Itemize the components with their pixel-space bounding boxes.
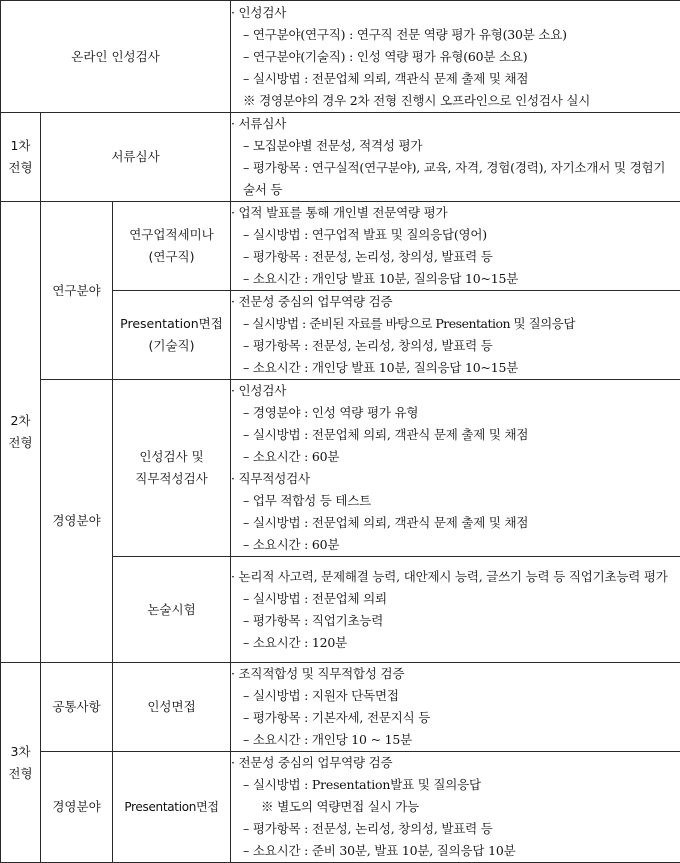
online-test-desc [231,1,680,113]
desc-line: · 서류심사 [231,113,680,135]
desc-line: – 평가항목 : 전문성, 논리성, 창의성, 발표력 등 [231,818,680,840]
common-label: 공통사항 [41,663,113,752]
desc-line: – 경영분야 : 인성 역량 평가 유형 [231,402,680,424]
desc-line: – 실시방법 : 연구업적 발표 및 질의응답(영어) [231,224,680,246]
desc-line: – 평가항목 : 전문성, 논리성, 창의성, 발표력 등 [231,246,680,268]
desc-line: ※ 별도의 역량면접 실시 가능 [231,796,680,818]
document-screening-desc [231,113,680,202]
desc-line: – 실시방법 : 지원자 단독면접 [231,685,680,707]
desc-line: – 실시방법 : 준비된 자료를 바탕으로 Presentation 및 질의응답 [231,313,680,335]
desc-line: – 모집분야별 전문성, 적격성 평가 [231,135,680,157]
desc-line: · 논리적 사고력, 문제해결 능력, 대안제시 능력, 글쓰기 능력 등 직업기초능력 평가 [231,566,680,588]
desc-line: ※ 경영분야의 경우 2차 전형 진행시 오프라인으로 인성검사 실시 [231,90,680,112]
research-presentation-desc [231,291,680,380]
research-field-label: 연구분야 [41,202,113,380]
row-stage3-presentation [1,752,680,863]
essay-exam-desc [231,557,680,663]
desc-line: · 조직적합성 및 직무적합성 검증 [231,663,680,685]
aptitude-test-label: 인성검사 및 직무적성검사 [113,380,231,557]
desc-line: – 연구분야(기술직) : 인성 역량 평가 유형(60분 소요) [231,46,680,68]
desc-line: – 업무 적합성 등 테스트 [231,490,680,512]
desc-line: – 실시방법 : Presentation발표 및 질의응답 [231,774,680,796]
desc-line: – 평가항목 : 전문성, 논리성, 창의성, 발표력 등 [231,335,680,357]
desc-line: – 소요시간 : 개인당 발표 10분, 질의응답 10~15분 [231,357,680,379]
presentation-interview-label: Presentation면접 [113,752,231,863]
desc-line: – 평가항목 : 직업기초능력 [231,610,680,632]
desc-line: · 인성검사 [231,2,680,24]
desc-line: – 평가항목 : 기본자세, 전문지식 등 [231,707,680,729]
desc-line: – 실시방법 : 전문업체 의뢰 [231,588,680,610]
stage1-label: 1차 전형 [1,113,41,202]
desc-line: · 인성검사 [231,380,680,402]
desc-line: · 전문성 중심의 업무역량 검증 [231,752,680,774]
desc-line: – 소요시간 : 개인당 10 ~ 15분 [231,729,680,751]
desc-line: – 소요시간 : 120분 [231,632,680,654]
desc-line: · 전문성 중심의 업무역량 검증 [231,291,680,313]
row-online-test [1,1,680,113]
research-presentation-label: Presentation면접 (기술직) [113,291,231,380]
research-seminar-label: 연구업적세미나 (연구직) [113,202,231,291]
row-stage1 [1,113,680,202]
desc-line: – 소요시간 : 60분 [231,446,680,468]
research-seminar-desc [231,202,680,291]
row-stage2-aptitude [1,380,680,557]
essay-exam-label: 논술시험 [113,557,231,663]
row-stage3-common [1,663,680,752]
desc-line: – 실시방법 : 전문업체 의뢰, 객관식 문제 출제 및 채점 [231,68,680,90]
row-stage2-seminar [1,202,680,291]
aptitude-test-desc [231,380,680,557]
desc-line: – 평가항목 : 연구실적(연구분야), 교육, 자격, 경험(경력), 자기소개서 및 경험기술서 등 [231,157,680,201]
desc-line: · 직무적성검사 [231,468,680,490]
presentation-interview-desc [231,752,680,863]
desc-line: – 소요시간 : 준비 30분, 발표 10분, 질의응답 10분 [231,840,680,862]
personality-interview-desc [231,663,680,752]
desc-line: – 연구분야(연구직) : 연구직 전문 역량 평가 유형(30분 소요) [231,24,680,46]
personality-interview-label: 인성면접 [113,663,231,752]
management-field-label: 경영분야 [41,752,113,863]
stage2-label: 2차 전형 [1,202,41,663]
desc-line: – 실시방법 : 전문업체 의뢰, 객관식 문제 출제 및 채점 [231,424,680,446]
stage3-label: 3차 전형 [1,663,41,863]
online-test-label: 온라인 인성검사 [1,1,231,113]
desc-line: · 업적 발표를 통해 개인별 전문역량 평가 [231,202,680,224]
management-field-label: 경영분야 [41,380,113,663]
desc-line: – 실시방법 : 전문업체 의뢰, 객관식 문제 출제 및 채점 [231,512,680,534]
desc-line: – 소요시간 : 개인당 발표 10분, 질의응답 10~15분 [231,268,680,290]
document-screening-label: 서류심사 [41,113,231,202]
desc-line: – 소요시간 : 60분 [231,534,680,556]
